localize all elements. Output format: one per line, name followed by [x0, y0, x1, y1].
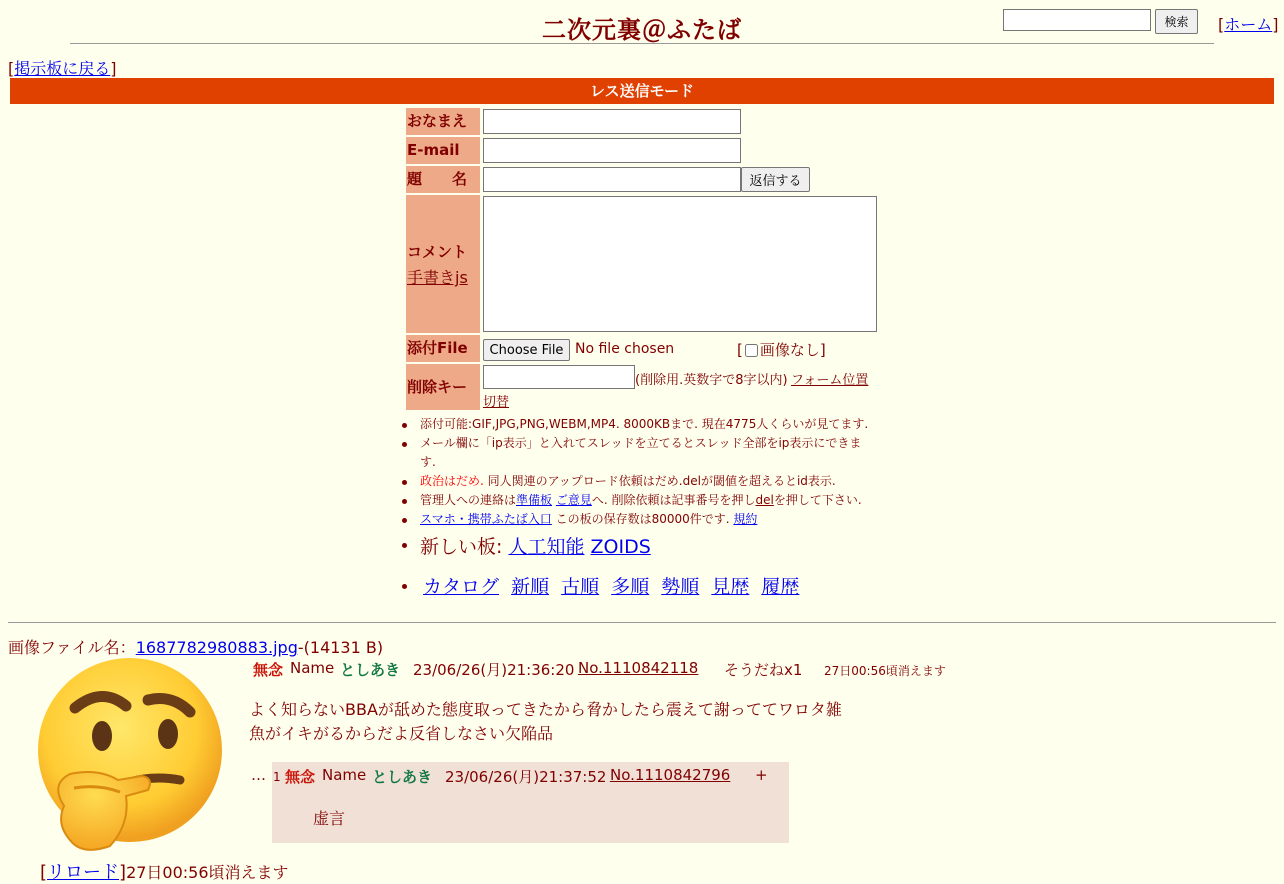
- del-link[interactable]: del: [755, 493, 774, 507]
- nav-post-history[interactable]: 履歴: [761, 576, 800, 598]
- delete-key-input[interactable]: [483, 365, 635, 389]
- rule-ip: メール欄に「ip表示」と入れてスレッドを立てるとスレッド全部をip表示にできま: [420, 436, 862, 450]
- no-image-label: 画像なし: [759, 341, 820, 359]
- nav-most-replies[interactable]: 多順: [611, 576, 650, 598]
- post-subject: [253, 659, 283, 680]
- post-subject-text: 無念: [253, 661, 284, 679]
- rule-contact: [420, 491, 862, 510]
- rule-ip-cont: す.: [420, 455, 436, 469]
- terms-link[interactable]: 規約: [733, 512, 758, 526]
- rule-politics: [420, 472, 836, 491]
- title-divider: [70, 43, 1214, 44]
- file-label-text: 画像ファイル名：: [8, 638, 136, 657]
- rule-mobile-mid: この板の保存数は80000件です.: [551, 512, 734, 526]
- rule-contact-prefix: 管理人への連絡は: [420, 493, 517, 507]
- reply-subject: 無念: [285, 768, 316, 786]
- post-thumbnail[interactable]: [30, 656, 230, 856]
- comment-label-cell: [406, 195, 480, 333]
- rule-politics-rest: 同人関連のアップロード依頼はだめ.delが閾値を超えるとid表示.: [483, 474, 836, 488]
- email-input[interactable]: [483, 138, 741, 163]
- sort-nav: [423, 572, 805, 599]
- bullet: [402, 423, 407, 428]
- post-body-line: よく知らないBBAが舐めた態度取ってきたから脅かしたら震えて謝っててワロタ雑: [249, 700, 842, 719]
- site-title: 二次元裏＠ふたば: [542, 16, 742, 44]
- post-expire: 27日00:56頃消えます: [824, 664, 946, 678]
- handwrite-link[interactable]: 手書きjs: [407, 268, 468, 287]
- reload-line: [リロード]27日00:56頃消えます: [40, 862, 289, 883]
- subject-label: 題 名: [406, 166, 480, 193]
- reply-name-label: Name: [322, 766, 367, 784]
- search-input[interactable]: [1003, 9, 1151, 31]
- reply-plus-button[interactable]: +: [755, 766, 768, 784]
- comment-textarea[interactable]: [483, 196, 877, 332]
- nav-catalog[interactable]: カタログ: [423, 576, 500, 598]
- new-boards: [420, 532, 651, 559]
- form-position-toggle-link[interactable]: フォーム位置: [791, 373, 869, 388]
- reply-number-link[interactable]: No.1110842796: [610, 766, 731, 784]
- reload-link[interactable]: リロード: [47, 862, 120, 883]
- reply-index: 1: [273, 770, 281, 784]
- post-number-link[interactable]: No.1110842118: [578, 659, 699, 677]
- reply-body: 虚言: [313, 809, 346, 828]
- rule-politics-red: 政治はだめ.: [420, 474, 484, 488]
- back-link-wrap: [掲示板に戻る]: [8, 59, 117, 78]
- choose-file-button[interactable]: Choose File: [483, 339, 570, 361]
- post-author-name: としあき: [340, 661, 401, 679]
- nav-oldest[interactable]: 古順: [561, 576, 600, 598]
- bullet: [402, 543, 407, 548]
- delete-key-label: 削除キー: [406, 364, 480, 410]
- back-to-board-link[interactable]: 掲示板に戻る: [14, 59, 111, 78]
- bullet: [402, 584, 407, 589]
- reply-mode-bar: レス送信モード: [10, 78, 1274, 104]
- reply-submit-button[interactable]: 返信する: [741, 167, 810, 192]
- reply-marker: …: [251, 766, 266, 784]
- home-link[interactable]: ホーム: [1224, 15, 1273, 34]
- prep-board-link[interactable]: 準備板: [516, 493, 553, 507]
- file-size: -(14131 B): [297, 638, 384, 657]
- mobile-entry-link[interactable]: スマホ・携帯ふたば入口: [420, 512, 552, 526]
- rule-mobile: [420, 510, 757, 529]
- name-label: おなまえ: [406, 108, 480, 135]
- no-image-option: [ 画像なし]: [737, 341, 826, 359]
- bullet: [402, 518, 407, 523]
- post-body: [249, 698, 849, 746]
- no-image-checkbox[interactable]: [745, 344, 758, 357]
- email-label: E-mail: [406, 137, 480, 164]
- feedback-link[interactable]: ご意見: [555, 493, 592, 507]
- nav-momentum[interactable]: 勢順: [661, 576, 700, 598]
- rule-upload: 添付可能:GIF,JPG,PNG,WEBM,MP4. 8000KBまで. 現在4775人くらいが見てます.: [420, 417, 869, 431]
- home-link-wrap: [ホーム]: [1218, 15, 1279, 34]
- new-boards-label: 新しい板:: [420, 536, 509, 558]
- board-link-zoids[interactable]: ZOIDS: [590, 536, 651, 558]
- no-file-text: No file chosen: [575, 341, 675, 357]
- board-link-ai[interactable]: 人工知能: [508, 536, 585, 558]
- soudane-button[interactable]: そうだねx1: [724, 661, 803, 679]
- delete-key-note: (削除用.英数字で8字以内): [635, 373, 788, 388]
- file-label: 添付File: [406, 335, 480, 362]
- nav-newest[interactable]: 新順: [511, 576, 550, 598]
- search-button[interactable]: 検索: [1155, 9, 1198, 34]
- form-position-toggle-link-wrap[interactable]: 切替: [483, 395, 510, 410]
- comment-label: コメント: [407, 243, 468, 261]
- name-input[interactable]: [483, 109, 741, 134]
- bullet: [402, 442, 407, 447]
- reply-container: [272, 762, 789, 843]
- rule-contact-suffix: を押して下さい.: [773, 493, 862, 507]
- reply-datetime: 23/06/26(月)21:37:52: [445, 768, 607, 786]
- post-file-link[interactable]: 1687782980883.jpg: [135, 638, 298, 657]
- subject-input[interactable]: [483, 167, 741, 192]
- rule-contact-mid: へ. 削除依頼は記事番号を押し: [591, 493, 756, 507]
- reply-author-name: としあき: [372, 768, 433, 786]
- post-datetime: 23/06/26(月)21:36:20: [413, 661, 575, 679]
- post-file-info: [8, 635, 383, 658]
- bullet: [402, 499, 407, 504]
- footer-expire: 27日00:56頃消えます: [126, 863, 289, 882]
- bullet: [402, 480, 407, 485]
- post-name-label: Name: [290, 659, 335, 677]
- section-divider: [8, 622, 1276, 623]
- nav-viewed-history[interactable]: 見歴: [711, 576, 750, 598]
- post-body-line: 魚がイキがるからだよ反省しなさい欠陥品: [249, 724, 554, 743]
